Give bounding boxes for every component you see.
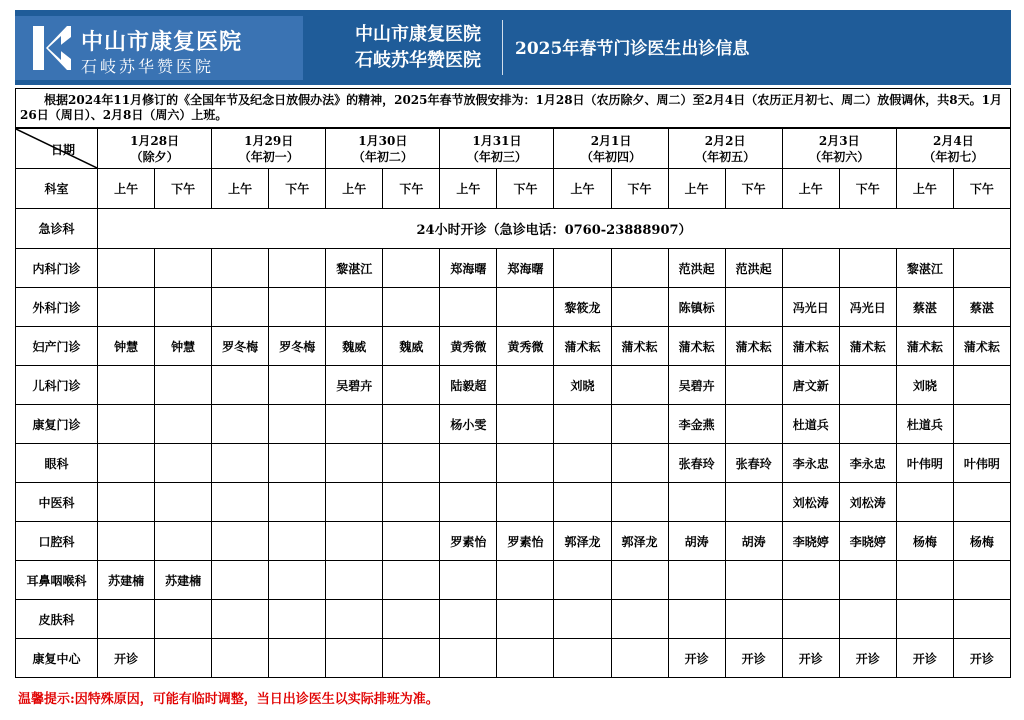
date-label: 2月1日: [590, 133, 632, 148]
date-label: 1月28日: [130, 133, 180, 148]
schedule-cell: 苏建楠: [98, 561, 155, 600]
schedule-cell: 魏威: [383, 327, 440, 366]
schedule-cell: 杨梅: [896, 522, 953, 561]
schedule-cell: [326, 639, 383, 678]
schedule-cell: 钟慧: [98, 327, 155, 366]
schedule-cell: 开诊: [953, 639, 1010, 678]
schedule-cell: [953, 483, 1010, 522]
schedule-cell: [155, 639, 212, 678]
schedule-cell: 李金燕: [668, 405, 725, 444]
schedule-cell: [953, 405, 1010, 444]
dept-row: [16, 288, 1011, 327]
schedule-cell: 罗冬梅: [269, 327, 326, 366]
schedule-cell: 陆毅超: [440, 366, 497, 405]
schedule-cell: [497, 561, 554, 600]
schedule-cell: [554, 249, 611, 288]
dept-row: [16, 405, 1011, 444]
schedule-cell: 胡涛: [668, 522, 725, 561]
schedule-cell: 李永忠: [782, 444, 839, 483]
emergency-note: 24小时开诊（急诊电话：0760-23888907）: [98, 209, 1011, 249]
schedule-cell: [896, 600, 953, 639]
schedule-cell: [782, 249, 839, 288]
footer-tip: 温馨提示:因特殊原因，可能有临时调整，当日出诊医生以实际排班为准。: [18, 692, 439, 707]
schedule-cell: 黄秀微: [440, 327, 497, 366]
schedule-cell: 杨梅: [953, 522, 1010, 561]
schedule-cell: [383, 483, 440, 522]
schedule-cell: 郑海曙: [497, 249, 554, 288]
schedule-cell: 蒲术耘: [839, 327, 896, 366]
dept-row: [16, 600, 1011, 639]
schedule-cell: 魏威: [326, 327, 383, 366]
schedule-cell: [212, 249, 269, 288]
schedule-cell: [554, 600, 611, 639]
date-header: [98, 129, 212, 169]
lunar-label: （除夕）: [130, 149, 179, 164]
pm-header: 下午: [155, 169, 212, 209]
schedule-cell: [668, 483, 725, 522]
pm-header: 下午: [269, 169, 326, 209]
schedule-cell: [383, 366, 440, 405]
schedule-cell: [269, 405, 326, 444]
schedule-cell: [326, 444, 383, 483]
am-header: 上午: [212, 169, 269, 209]
schedule-cell: [326, 600, 383, 639]
schedule-cell: 李晓婷: [839, 522, 896, 561]
schedule-cell: [440, 288, 497, 327]
schedule-cell: [554, 639, 611, 678]
pm-header: 下午: [953, 169, 1010, 209]
schedule-cell: [269, 561, 326, 600]
schedule-cell: [269, 639, 326, 678]
dept-name: 妇产门诊: [16, 327, 98, 366]
dept-name: 皮肤科: [16, 600, 98, 639]
schedule-cell: 张春玲: [668, 444, 725, 483]
schedule-cell: [782, 600, 839, 639]
schedule-cell: [953, 561, 1010, 600]
hospital-name-1: 中山市康复医院: [355, 24, 481, 45]
schedule-cell: [269, 444, 326, 483]
schedule-cell: [326, 288, 383, 327]
schedule-cell: [155, 522, 212, 561]
pm-header: 下午: [611, 169, 668, 209]
schedule-cell: [440, 639, 497, 678]
date-label: 1月30日: [358, 133, 408, 148]
pm-header: 下午: [725, 169, 782, 209]
schedule-cell: 杜道兵: [896, 405, 953, 444]
pm-header: 下午: [383, 169, 440, 209]
schedule-cell: [98, 366, 155, 405]
schedule-cell: [212, 483, 269, 522]
schedule-cell: [497, 483, 554, 522]
page-title: 2025年春节门诊医生出诊信息: [515, 39, 750, 59]
schedule-cell: [383, 405, 440, 444]
lunar-label: （年初四）: [581, 149, 642, 164]
corner-date-label: 日期: [51, 143, 76, 157]
dept-name: 康复中心: [16, 639, 98, 678]
schedule-cell: [212, 639, 269, 678]
schedule-cell: 杨小雯: [440, 405, 497, 444]
schedule-cell: [611, 561, 668, 600]
header-banner: [15, 10, 1011, 85]
schedule-cell: [668, 600, 725, 639]
schedule-cell: [98, 600, 155, 639]
schedule-cell: 苏建楠: [155, 561, 212, 600]
lunar-label: （年初六）: [809, 149, 870, 164]
schedule-cell: [383, 600, 440, 639]
schedule-cell: [611, 639, 668, 678]
schedule-cell: 唐文新: [782, 366, 839, 405]
schedule-cell: [725, 600, 782, 639]
schedule-cell: [155, 249, 212, 288]
am-header: 上午: [668, 169, 725, 209]
schedule-cell: [554, 483, 611, 522]
schedule-cell: 开诊: [725, 639, 782, 678]
schedule-cell: [497, 288, 554, 327]
schedule-cell: [839, 600, 896, 639]
schedule-cell: [155, 444, 212, 483]
dept-row: [16, 444, 1011, 483]
schedule-cell: [155, 483, 212, 522]
date-label: 2月2日: [704, 133, 746, 148]
schedule-cell: [611, 249, 668, 288]
schedule-cell: 黄秀微: [497, 327, 554, 366]
pm-header: 下午: [497, 169, 554, 209]
schedule-cell: 蒲术耘: [554, 327, 611, 366]
date-header: [326, 129, 440, 169]
schedule-cell: [440, 600, 497, 639]
dept-name: 儿科门诊: [16, 366, 98, 405]
dept-row: [16, 366, 1011, 405]
schedule-cell: 罗冬梅: [212, 327, 269, 366]
schedule-cell: [98, 405, 155, 444]
schedule-cell: 开诊: [839, 639, 896, 678]
schedule-cell: 冯光日: [782, 288, 839, 327]
schedule-cell: 开诊: [782, 639, 839, 678]
am-header: 上午: [554, 169, 611, 209]
schedule-cell: 郭泽龙: [611, 522, 668, 561]
schedule-cell: 黎筱龙: [554, 288, 611, 327]
schedule-cell: [326, 405, 383, 444]
schedule-cell: [269, 366, 326, 405]
dept-row: [16, 249, 1011, 288]
schedule-cell: [383, 249, 440, 288]
schedule-cell: [98, 522, 155, 561]
schedule-cell: [953, 249, 1010, 288]
hospital-logo-icon: [31, 24, 71, 72]
schedule-cell: [269, 600, 326, 639]
schedule-cell: [326, 483, 383, 522]
date-header: [440, 129, 554, 169]
schedule-cell: [896, 483, 953, 522]
date-label: 2月4日: [933, 133, 974, 148]
dept-name: 中医科: [16, 483, 98, 522]
schedule-cell: 刘晓: [554, 366, 611, 405]
dept-row: [16, 483, 1011, 522]
schedule-cell: 叶伟明: [953, 444, 1010, 483]
schedule-cell: [383, 522, 440, 561]
schedule-cell: [497, 444, 554, 483]
schedule-cell: [839, 366, 896, 405]
schedule-cell: [212, 561, 269, 600]
schedule-cell: 郑海曙: [440, 249, 497, 288]
schedule-cell: [212, 288, 269, 327]
schedule-cell: 杜道兵: [782, 405, 839, 444]
schedule-cell: [725, 405, 782, 444]
dept-name: 外科门诊: [16, 288, 98, 327]
schedule-cell: [98, 483, 155, 522]
schedule-cell: 胡涛: [725, 522, 782, 561]
schedule-cell: 罗素怡: [440, 522, 497, 561]
schedule-cell: [155, 366, 212, 405]
schedule-cell: 蒲术耘: [611, 327, 668, 366]
dept-header: 科室: [16, 169, 98, 209]
lunar-label: （年初三）: [466, 149, 527, 164]
schedule-cell: [326, 561, 383, 600]
am-header: 上午: [896, 169, 953, 209]
schedule-cell: 陈镇标: [668, 288, 725, 327]
am-header: 上午: [782, 169, 839, 209]
schedule-cell: [440, 444, 497, 483]
am-header: 上午: [440, 169, 497, 209]
schedule-cell: 吴碧卉: [668, 366, 725, 405]
schedule-cell: [155, 600, 212, 639]
schedule-cell: [383, 288, 440, 327]
lunar-label: （年初五）: [695, 149, 756, 164]
schedule-cell: [269, 522, 326, 561]
schedule-cell: [212, 600, 269, 639]
logo-panel: [15, 16, 303, 80]
schedule-cell: [440, 483, 497, 522]
banner-divider: [502, 20, 503, 75]
schedule-cell: [839, 249, 896, 288]
schedule-cell: 开诊: [668, 639, 725, 678]
dept-name: 急诊科: [16, 209, 98, 249]
date-header-row: [16, 129, 1011, 169]
schedule-cell: [611, 600, 668, 639]
schedule-cell: [326, 522, 383, 561]
dept-name: 耳鼻咽喉科: [16, 561, 98, 600]
schedule-cell: 蔡湛: [896, 288, 953, 327]
schedule-cell: [554, 405, 611, 444]
schedule-cell: 刘松涛: [839, 483, 896, 522]
schedule-cell: 蔡湛: [953, 288, 1010, 327]
schedule-cell: [554, 561, 611, 600]
schedule-cell: [497, 366, 554, 405]
schedule-cell: [212, 444, 269, 483]
schedule-cell: [953, 366, 1010, 405]
schedule-cell: 李晓婷: [782, 522, 839, 561]
schedule-cell: 吴碧卉: [326, 366, 383, 405]
logo-text-line2: 石岐苏华赞医院: [81, 57, 215, 76]
dept-row: [16, 522, 1011, 561]
dept-name: 康复门诊: [16, 405, 98, 444]
dept-row: [16, 561, 1011, 600]
schedule-cell: [383, 639, 440, 678]
lunar-label: （年初七）: [923, 149, 984, 164]
schedule-cell: [839, 561, 896, 600]
schedule-cell: 罗素怡: [497, 522, 554, 561]
dept-name: 口腔科: [16, 522, 98, 561]
schedule-cell: [98, 249, 155, 288]
schedule-cell: [212, 405, 269, 444]
schedule-cell: 开诊: [98, 639, 155, 678]
schedule-cell: 开诊: [896, 639, 953, 678]
schedule-cell: 李永忠: [839, 444, 896, 483]
schedule-cell: [839, 405, 896, 444]
schedule-cell: [611, 288, 668, 327]
schedule-cell: [725, 561, 782, 600]
schedule-cell: 刘松涛: [782, 483, 839, 522]
corner-header: [16, 129, 98, 169]
date-label: 1月31日: [472, 133, 522, 148]
dept-row: [16, 639, 1011, 678]
pm-header: 下午: [839, 169, 896, 209]
schedule-cell: [269, 249, 326, 288]
date-header: [668, 129, 782, 169]
schedule-cell: 蒲术耘: [782, 327, 839, 366]
schedule-cell: 蒲术耘: [953, 327, 1010, 366]
schedule-cell: [668, 561, 725, 600]
lunar-label: （年初一）: [238, 149, 299, 164]
dept-row: [16, 327, 1011, 366]
holiday-notice: 根据2024年11月修订的《全国年节及纪念日放假办法》的精神，2025年春节放假安排为：1月28日（农历除夕、周二）至2月4日（农历正月初七、周二）放假调休，共8天。1月26日（周日）、2月8日（周六）上班。: [15, 88, 1011, 128]
schedule-cell: [725, 483, 782, 522]
schedule-cell: 黎湛江: [326, 249, 383, 288]
schedule-cell: [896, 561, 953, 600]
schedule-cell: [269, 288, 326, 327]
date-header: [554, 129, 668, 169]
schedule-cell: 叶伟明: [896, 444, 953, 483]
schedule-table: [15, 128, 1011, 678]
date-header: [782, 129, 896, 169]
schedule-cell: [98, 288, 155, 327]
schedule-cell: 范洪起: [668, 249, 725, 288]
schedule-cell: [212, 522, 269, 561]
logo-text-line1: 中山市康复医院: [81, 30, 243, 55]
schedule-cell: 黎湛江: [896, 249, 953, 288]
schedule-cell: [497, 639, 554, 678]
schedule-cell: [383, 444, 440, 483]
dept-name: 内科门诊: [16, 249, 98, 288]
schedule-cell: [212, 366, 269, 405]
schedule-cell: [782, 561, 839, 600]
date-header: [896, 129, 1010, 169]
schedule-cell: 张春玲: [725, 444, 782, 483]
schedule-cell: 蒲术耘: [668, 327, 725, 366]
hospital-name-2: 石岐苏华赞医院: [355, 50, 481, 71]
schedule-cell: 郭泽龙: [554, 522, 611, 561]
schedule-cell: [98, 444, 155, 483]
schedule-cell: 冯光日: [839, 288, 896, 327]
schedule-cell: [554, 444, 611, 483]
schedule-cell: [155, 405, 212, 444]
hospital-names: [337, 22, 499, 74]
schedule-cell: [611, 405, 668, 444]
schedule-cell: [497, 405, 554, 444]
schedule-cell: [611, 366, 668, 405]
schedule-cell: [953, 600, 1010, 639]
schedule-cell: 刘晓: [896, 366, 953, 405]
schedule-cell: 钟慧: [155, 327, 212, 366]
slot-header-row: [16, 169, 1011, 209]
date-label: 2月3日: [818, 133, 860, 148]
schedule-cell: 蒲术耘: [725, 327, 782, 366]
schedule-cell: [383, 561, 440, 600]
schedule-cell: 蒲术耘: [896, 327, 953, 366]
date-header: [212, 129, 326, 169]
schedule-cell: [440, 561, 497, 600]
schedule-cell: [269, 483, 326, 522]
am-header: 上午: [98, 169, 155, 209]
schedule-cell: [497, 600, 554, 639]
schedule-cell: 范洪起: [725, 249, 782, 288]
schedule-cell: [725, 366, 782, 405]
am-header: 上午: [326, 169, 383, 209]
schedule-cell: [611, 444, 668, 483]
schedule-cell: [155, 288, 212, 327]
schedule-cell: [725, 288, 782, 327]
date-label: 1月29日: [244, 133, 294, 148]
emergency-row: [16, 209, 1011, 249]
lunar-label: （年初二）: [352, 149, 413, 164]
schedule-cell: [611, 483, 668, 522]
dept-name: 眼科: [16, 444, 98, 483]
